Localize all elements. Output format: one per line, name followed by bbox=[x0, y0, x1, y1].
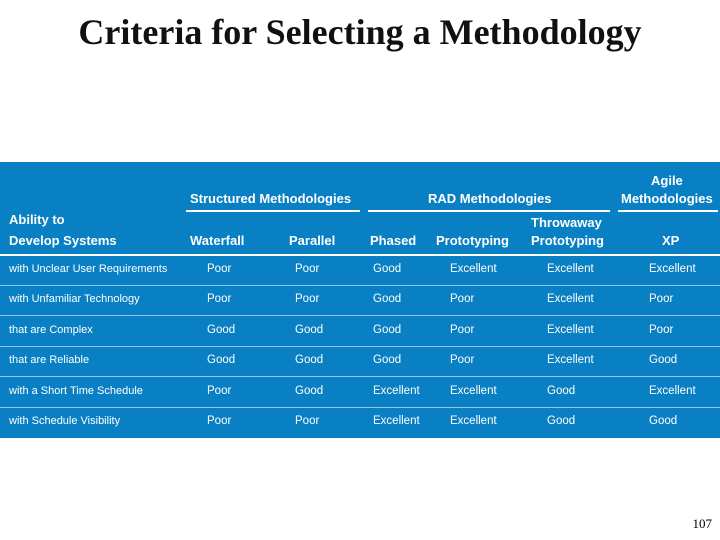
row-label: with Unfamiliar Technology bbox=[9, 293, 140, 305]
column-header-throwaway-line1: Throwaway bbox=[531, 215, 602, 230]
column-header-parallel: Parallel bbox=[289, 233, 336, 248]
cell-waterfall: Good bbox=[207, 354, 236, 366]
cell-xp: Excellent bbox=[649, 263, 696, 275]
cell-throwaway: Excellent bbox=[547, 263, 594, 275]
row-header-line2: Develop Systems bbox=[9, 233, 117, 248]
cell-phased: Good bbox=[373, 324, 402, 336]
cell-prototyping: Poor bbox=[450, 324, 475, 336]
cell-prototyping: Poor bbox=[450, 354, 475, 366]
cell-parallel: Poor bbox=[295, 293, 320, 305]
cell-waterfall: Poor bbox=[207, 263, 232, 275]
cell-phased: Excellent bbox=[373, 415, 420, 427]
cell-prototyping: Excellent bbox=[450, 385, 497, 397]
group-header-agile-line1: Agile bbox=[651, 173, 683, 188]
group-header-rad: RAD Methodologies bbox=[428, 191, 552, 206]
cell-prototyping: Excellent bbox=[450, 263, 497, 275]
cell-xp: Good bbox=[649, 415, 678, 427]
cell-waterfall: Poor bbox=[207, 385, 232, 397]
rad-rule bbox=[368, 210, 610, 212]
column-header-prototyping: Prototyping bbox=[436, 233, 509, 248]
cell-waterfall: Poor bbox=[207, 415, 232, 427]
cell-prototyping: Poor bbox=[450, 293, 475, 305]
row-label: with Schedule Visibility bbox=[9, 415, 121, 427]
cell-xp: Excellent bbox=[649, 385, 696, 397]
row-divider bbox=[0, 285, 720, 286]
cell-phased: Good bbox=[373, 293, 402, 305]
column-header-waterfall: Waterfall bbox=[190, 233, 245, 248]
row-label: that are Complex bbox=[9, 324, 93, 336]
cell-phased: Excellent bbox=[373, 385, 420, 397]
row-header-line1: Ability to bbox=[9, 212, 65, 227]
row-divider bbox=[0, 315, 720, 316]
cell-parallel: Poor bbox=[295, 263, 320, 275]
cell-phased: Good bbox=[373, 354, 402, 366]
row-label: with Unclear User Requirements bbox=[9, 263, 168, 275]
cell-waterfall: Poor bbox=[207, 293, 232, 305]
cell-phased: Good bbox=[373, 263, 402, 275]
cell-xp: Poor bbox=[649, 293, 674, 305]
row-label: that are Reliable bbox=[9, 354, 90, 366]
group-header-structured: Structured Methodologies bbox=[190, 191, 352, 206]
agile-rule bbox=[618, 210, 718, 212]
column-header-xp: XP bbox=[662, 233, 680, 248]
methodology-table bbox=[0, 162, 720, 438]
column-header-throwaway-line2: Prototyping bbox=[531, 233, 604, 248]
cell-parallel: Poor bbox=[295, 415, 320, 427]
cell-parallel: Good bbox=[295, 385, 324, 397]
row-divider bbox=[0, 407, 720, 408]
cell-waterfall: Good bbox=[207, 324, 236, 336]
page-title: Criteria for Selecting a Methodology bbox=[78, 12, 642, 52]
structured-rule bbox=[186, 210, 360, 212]
page-number: 107 bbox=[692, 516, 712, 531]
cell-throwaway: Good bbox=[547, 415, 576, 427]
cell-parallel: Good bbox=[295, 354, 324, 366]
header-divider bbox=[0, 254, 720, 256]
cell-throwaway: Excellent bbox=[547, 354, 594, 366]
cell-throwaway: Excellent bbox=[547, 324, 594, 336]
cell-throwaway: Good bbox=[547, 385, 576, 397]
row-divider bbox=[0, 376, 720, 377]
row-divider bbox=[0, 346, 720, 347]
cell-throwaway: Excellent bbox=[547, 293, 594, 305]
row-label: with a Short Time Schedule bbox=[9, 385, 143, 397]
cell-xp: Poor bbox=[649, 324, 674, 336]
cell-xp: Good bbox=[649, 354, 678, 366]
cell-parallel: Good bbox=[295, 324, 324, 336]
group-header-agile-line2: Methodologies bbox=[621, 191, 713, 206]
column-header-phased: Phased bbox=[370, 233, 417, 248]
cell-prototyping: Excellent bbox=[450, 415, 497, 427]
